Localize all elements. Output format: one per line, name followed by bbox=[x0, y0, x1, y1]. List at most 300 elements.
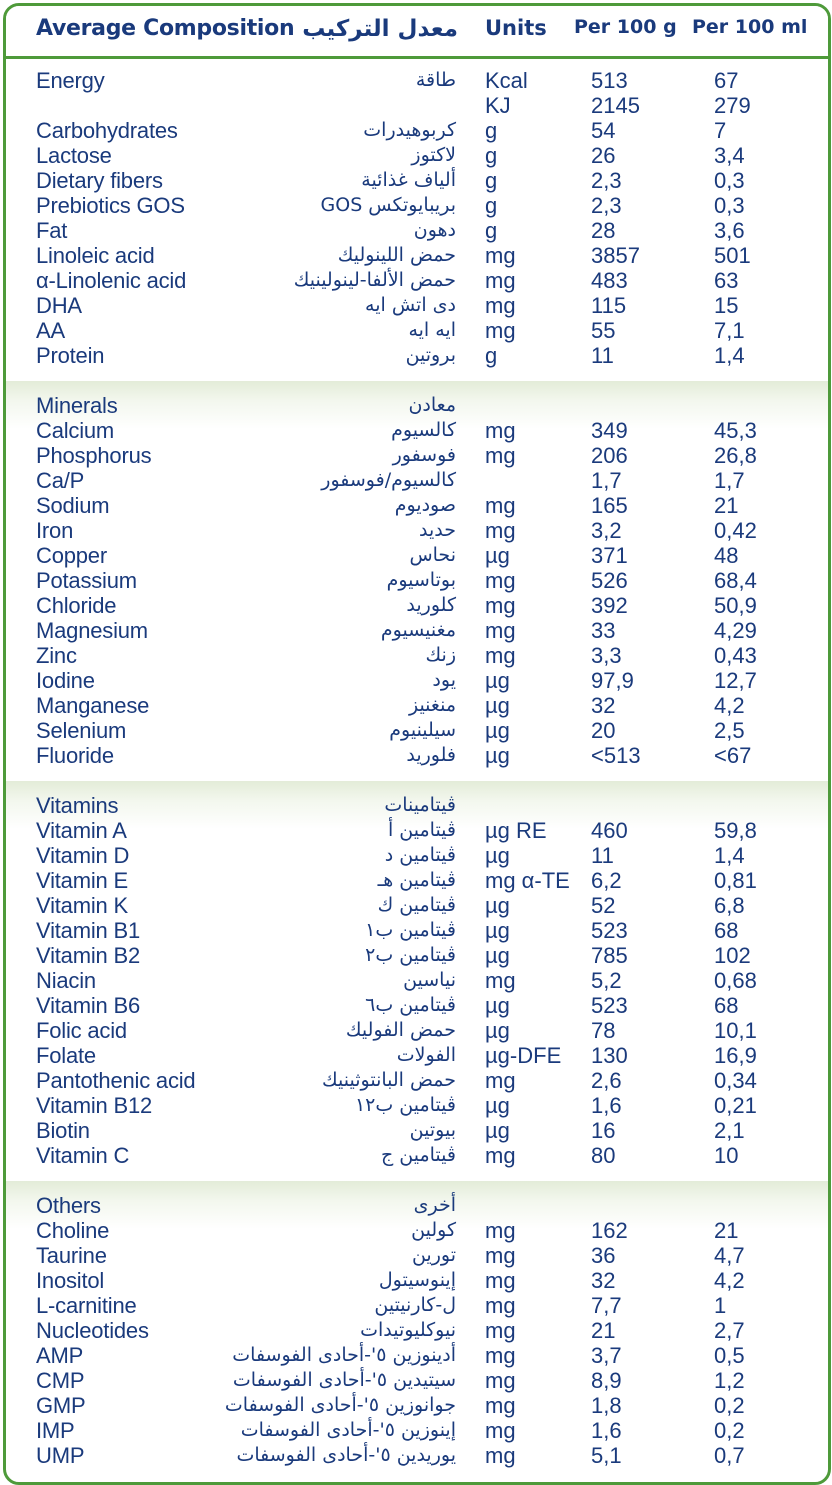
row-unit: mg bbox=[485, 643, 516, 668]
row-value-per-100ml: 63 bbox=[714, 268, 739, 293]
table-row bbox=[6, 818, 828, 843]
row-unit: µg bbox=[485, 543, 510, 568]
row-name-ar: أدينوزين ٥'-أحادى الفوسفات bbox=[232, 1344, 456, 1366]
row-name-en: Energy bbox=[36, 68, 105, 93]
table-row bbox=[6, 718, 828, 743]
row-unit: µg RE bbox=[485, 818, 547, 843]
row-value-per-100ml: 48 bbox=[714, 543, 739, 568]
row-name-ar: ڤيتامين هـ bbox=[377, 869, 456, 891]
table-row bbox=[6, 1343, 828, 1368]
row-name-ar: نياسين bbox=[403, 969, 456, 991]
table-row bbox=[6, 943, 828, 968]
header-title-en: Average Composition bbox=[36, 16, 295, 41]
row-value-per-100g: 3,3 bbox=[591, 643, 622, 668]
row-value-per-100ml: 2,7 bbox=[714, 1318, 745, 1343]
table-row bbox=[6, 993, 828, 1018]
row-name-en: Fat bbox=[36, 218, 68, 243]
table-row bbox=[6, 1418, 828, 1443]
row-name-en: Vitamin B1 bbox=[36, 918, 140, 943]
row-value-per-100g: 206 bbox=[591, 443, 628, 468]
row-name-en: Linoleic acid bbox=[36, 243, 155, 268]
row-value-per-100g: 33 bbox=[591, 618, 616, 643]
table-row bbox=[6, 643, 828, 668]
row-unit: mg α-TE bbox=[485, 868, 570, 893]
table-row bbox=[6, 668, 828, 693]
row-unit: mg bbox=[485, 968, 516, 993]
row-unit: g bbox=[485, 218, 498, 243]
row-unit: mg bbox=[485, 518, 516, 543]
row-name-ar: أخرى bbox=[413, 1194, 456, 1216]
table-row bbox=[6, 343, 828, 368]
table-row bbox=[6, 1443, 828, 1468]
row-unit: g bbox=[485, 343, 498, 368]
row-value-per-100g: 11 bbox=[591, 343, 614, 368]
row-value-per-100ml: 59,8 bbox=[714, 818, 757, 843]
table-row bbox=[6, 243, 828, 268]
row-value-per-100g: 36 bbox=[591, 1243, 616, 1268]
row-name-ar: بروتين bbox=[405, 344, 456, 366]
row-unit: g bbox=[485, 118, 498, 143]
table-row bbox=[6, 68, 828, 93]
row-name-en: Magnesium bbox=[36, 618, 148, 643]
row-unit: µg bbox=[485, 743, 510, 768]
table-row bbox=[6, 1093, 828, 1118]
row-value-per-100ml: 0,2 bbox=[714, 1418, 745, 1443]
row-value-per-100ml: 6,8 bbox=[714, 893, 745, 918]
row-unit: µg bbox=[485, 918, 510, 943]
row-value-per-100g: 5,2 bbox=[591, 968, 622, 993]
row-name-en: Vitamin K bbox=[36, 893, 128, 918]
row-unit: mg bbox=[485, 268, 516, 293]
row-name-en: Vitamin A bbox=[36, 818, 127, 843]
table-row bbox=[6, 318, 828, 343]
row-name-ar: كالسيوم/فوسفور bbox=[321, 469, 456, 491]
table-row bbox=[6, 543, 828, 568]
row-name-en: Niacin bbox=[36, 968, 96, 993]
row-value-per-100g: 3,7 bbox=[591, 1343, 622, 1368]
row-value-per-100g: 54 bbox=[591, 118, 616, 143]
row-unit: KJ bbox=[485, 93, 511, 118]
table-row bbox=[6, 193, 828, 218]
table-row bbox=[6, 443, 828, 468]
row-value-per-100ml: 4,2 bbox=[714, 693, 745, 718]
row-value-per-100g: 3857 bbox=[591, 243, 640, 268]
row-value-per-100ml: 0,5 bbox=[714, 1343, 745, 1368]
row-name-en: Protein bbox=[36, 343, 105, 368]
table-row bbox=[6, 293, 828, 318]
row-name-en: Manganese bbox=[36, 693, 150, 718]
row-name-en: Lactose bbox=[36, 143, 112, 168]
row-value-per-100g: 526 bbox=[591, 568, 628, 593]
row-value-per-100g: 523 bbox=[591, 993, 628, 1018]
row-value-per-100g: 21 bbox=[591, 1318, 616, 1343]
row-unit: µg bbox=[485, 893, 510, 918]
table-row bbox=[6, 1268, 828, 1293]
row-value-per-100g: 785 bbox=[591, 943, 628, 968]
table-row bbox=[6, 1368, 828, 1393]
row-name-ar: سيلينيوم bbox=[389, 719, 456, 741]
row-value-per-100ml: 0,21 bbox=[714, 1093, 757, 1118]
row-value-per-100g: <513 bbox=[591, 743, 641, 768]
table-row bbox=[6, 868, 828, 893]
row-name-ar: ڤيتامين ب١٢ bbox=[354, 1094, 456, 1116]
table-row bbox=[6, 393, 828, 418]
row-name-ar: ڤيتامين ك bbox=[377, 894, 456, 916]
row-value-per-100ml: 1 bbox=[714, 1293, 727, 1318]
row-value-per-100g: 460 bbox=[591, 818, 628, 843]
row-name-en: Pantothenic acid bbox=[36, 1068, 196, 1093]
row-name-en: Zinc bbox=[36, 643, 77, 668]
row-unit: mg bbox=[485, 1068, 516, 1093]
row-value-per-100g: 349 bbox=[591, 418, 628, 443]
row-value-per-100ml: 2,5 bbox=[714, 718, 745, 743]
row-name-en: Inositol bbox=[36, 1268, 105, 1293]
row-name-ar: بريبايوتكس GOS bbox=[320, 194, 456, 216]
row-name-ar: يوريدين ٥'-أحادى الفوسفات bbox=[236, 1444, 456, 1466]
row-name-ar: كالسيوم bbox=[391, 419, 456, 441]
table-row bbox=[6, 1118, 828, 1143]
row-value-per-100ml: 3,4 bbox=[714, 143, 745, 168]
row-name-en: Fluoride bbox=[36, 743, 114, 768]
row-value-per-100g: 2145 bbox=[591, 93, 640, 118]
row-unit: mg bbox=[485, 293, 516, 318]
row-value-per-100ml: 1,2 bbox=[714, 1368, 745, 1393]
row-name-ar: نيوكليوتيدات bbox=[360, 1319, 456, 1341]
row-name-en: Nucleotides bbox=[36, 1318, 149, 1343]
row-value-per-100ml: 0,3 bbox=[714, 168, 745, 193]
row-name-en: Vitamin B12 bbox=[36, 1093, 153, 1118]
row-name-ar: ڤيتامين ب١ bbox=[365, 919, 456, 941]
row-name-ar: حمض اللينوليك bbox=[337, 244, 456, 266]
row-value-per-100g: 1,6 bbox=[591, 1418, 622, 1443]
row-value-per-100ml: 1,4 bbox=[714, 343, 745, 368]
table-row bbox=[6, 1068, 828, 1093]
row-name-en: Copper bbox=[36, 543, 107, 568]
row-value-per-100g: 3,2 bbox=[591, 518, 622, 543]
row-unit: µg bbox=[485, 993, 510, 1018]
row-value-per-100g: 162 bbox=[591, 1218, 628, 1243]
row-value-per-100g: 8,9 bbox=[591, 1368, 622, 1393]
row-value-per-100ml: 279 bbox=[714, 93, 751, 118]
row-unit: µg bbox=[485, 843, 510, 868]
row-name-en: Carbohydrates bbox=[36, 118, 178, 143]
header-title-ar: معدل التركيب bbox=[302, 16, 458, 42]
row-unit: mg bbox=[485, 318, 516, 343]
row-name-en: Sodium bbox=[36, 493, 110, 518]
table-row bbox=[6, 1243, 828, 1268]
row-value-per-100ml: 3,6 bbox=[714, 218, 745, 243]
row-unit: g bbox=[485, 143, 498, 168]
row-value-per-100g: 20 bbox=[591, 718, 616, 743]
row-unit: mg bbox=[485, 618, 516, 643]
row-name-ar: حمض البانتوثينيك bbox=[322, 1069, 456, 1091]
header-per-100g: Per 100 g bbox=[574, 16, 677, 38]
row-unit: mg bbox=[485, 1218, 516, 1243]
row-name-ar: ڤيتامين ب٦ bbox=[365, 994, 456, 1016]
row-name-en: Biotin bbox=[36, 1118, 90, 1143]
table-row bbox=[6, 593, 828, 618]
row-value-per-100ml: 7,1 bbox=[714, 318, 745, 343]
table-section bbox=[6, 1181, 828, 1470]
row-name-en: Vitamins bbox=[36, 793, 119, 818]
row-name-ar: معادن bbox=[408, 394, 456, 416]
row-unit: mg bbox=[485, 1293, 516, 1318]
row-value-per-100ml: 21 bbox=[714, 493, 739, 518]
row-value-per-100g: 165 bbox=[591, 493, 628, 518]
table-row bbox=[6, 968, 828, 993]
row-name-ar: ڤيتامين أ bbox=[387, 819, 456, 841]
table-row bbox=[6, 418, 828, 443]
row-value-per-100ml: 12,7 bbox=[714, 668, 757, 693]
table-row bbox=[6, 618, 828, 643]
row-unit: mg bbox=[485, 1393, 516, 1418]
row-name-ar: تورين bbox=[411, 1244, 456, 1266]
row-value-per-100ml: 68 bbox=[714, 993, 739, 1018]
table-row bbox=[6, 268, 828, 293]
row-name-ar: منغنيز bbox=[408, 694, 456, 716]
row-value-per-100ml: 45,3 bbox=[714, 418, 757, 443]
row-value-per-100g: 97,9 bbox=[591, 668, 634, 693]
row-name-en: Vitamin B2 bbox=[36, 943, 140, 968]
table-row bbox=[6, 468, 828, 493]
row-name-ar: حديد bbox=[419, 519, 456, 541]
row-unit: mg bbox=[485, 568, 516, 593]
row-unit: mg bbox=[485, 1418, 516, 1443]
table-row bbox=[6, 743, 828, 768]
row-name-en: Vitamin B6 bbox=[36, 993, 140, 1018]
row-unit: mg bbox=[485, 243, 516, 268]
row-unit: mg bbox=[485, 1243, 516, 1268]
row-value-per-100ml: 1,7 bbox=[714, 468, 745, 493]
row-name-ar: كلوريد bbox=[406, 594, 456, 616]
row-name-ar: فوسفور bbox=[392, 444, 456, 466]
row-value-per-100g: 1,8 bbox=[591, 1393, 622, 1418]
row-name-en: Iron bbox=[36, 518, 74, 543]
row-name-en: Taurine bbox=[36, 1243, 107, 1268]
row-unit: µg bbox=[485, 693, 510, 718]
row-unit: mg bbox=[485, 418, 516, 443]
table-row bbox=[6, 693, 828, 718]
row-name-ar: بيوتين bbox=[409, 1119, 456, 1141]
row-value-per-100g: 6,2 bbox=[591, 868, 622, 893]
row-name-en: Chloride bbox=[36, 593, 117, 618]
row-value-per-100ml: 21 bbox=[714, 1218, 739, 1243]
row-name-en: AA bbox=[36, 318, 65, 343]
row-value-per-100ml: 26,8 bbox=[714, 443, 757, 468]
row-value-per-100ml: 1,4 bbox=[714, 843, 745, 868]
row-unit: Kcal bbox=[485, 68, 528, 93]
row-name-ar: فلوريد bbox=[406, 744, 456, 766]
table-row bbox=[6, 493, 828, 518]
row-name-ar: كربوهيدرات bbox=[363, 119, 456, 141]
row-name-ar: نحاس bbox=[409, 544, 456, 566]
row-name-ar: صوديوم bbox=[394, 494, 456, 516]
table-row bbox=[6, 168, 828, 193]
header-per-100ml: Per 100 ml bbox=[692, 16, 808, 38]
row-value-per-100ml: 68,4 bbox=[714, 568, 757, 593]
row-unit: µg bbox=[485, 718, 510, 743]
row-unit: g bbox=[485, 193, 498, 218]
row-name-en: DHA bbox=[36, 293, 82, 318]
row-name-ar: الفولات bbox=[396, 1044, 456, 1066]
row-value-per-100ml: 4,29 bbox=[714, 618, 757, 643]
row-value-per-100g: 483 bbox=[591, 268, 628, 293]
row-value-per-100ml: 0,7 bbox=[714, 1443, 745, 1468]
table-row bbox=[6, 1393, 828, 1418]
table-row bbox=[6, 1193, 828, 1218]
row-unit: µg bbox=[485, 1018, 510, 1043]
row-value-per-100ml: <67 bbox=[714, 743, 752, 768]
row-name-ar: ڤيتامين د bbox=[384, 844, 456, 866]
row-name-ar: إينوسيتول bbox=[378, 1269, 456, 1291]
row-name-ar: إينوزين ٥'-أحادى الفوسفات bbox=[240, 1419, 456, 1441]
row-value-per-100g: 1,6 bbox=[591, 1093, 622, 1118]
header-units: Units bbox=[485, 16, 547, 40]
row-value-per-100ml: 0,34 bbox=[714, 1068, 757, 1093]
row-value-per-100ml: 4,7 bbox=[714, 1243, 745, 1268]
row-value-per-100g: 5,1 bbox=[591, 1443, 622, 1468]
table-row bbox=[6, 1043, 828, 1068]
table-row bbox=[6, 143, 828, 168]
table-row bbox=[6, 918, 828, 943]
row-unit: mg bbox=[485, 593, 516, 618]
row-name-ar: ڤيتامين ب٢ bbox=[365, 944, 456, 966]
row-name-en: Vitamin E bbox=[36, 868, 128, 893]
table-row bbox=[6, 93, 828, 118]
row-name-ar: ڤيتامين ج bbox=[380, 1144, 456, 1166]
row-name-en: Selenium bbox=[36, 718, 127, 743]
table-row bbox=[6, 843, 828, 868]
row-name-ar: ل-كارنيتين bbox=[374, 1294, 456, 1316]
row-value-per-100ml: 0,3 bbox=[714, 193, 745, 218]
row-value-per-100ml: 2,1 bbox=[714, 1118, 745, 1143]
row-name-ar: ألياف غذائية bbox=[361, 169, 456, 191]
row-unit: mg bbox=[485, 493, 516, 518]
row-value-per-100g: 115 bbox=[591, 293, 627, 318]
row-value-per-100ml: 0,42 bbox=[714, 518, 757, 543]
row-unit: mg bbox=[485, 1143, 516, 1168]
row-name-ar: دهون bbox=[413, 219, 456, 241]
row-unit: mg bbox=[485, 443, 516, 468]
table-section bbox=[6, 381, 828, 781]
row-name-en: Minerals bbox=[36, 393, 118, 418]
row-name-en: Potassium bbox=[36, 568, 137, 593]
row-name-en: Dietary fibers bbox=[36, 168, 163, 193]
row-name-en: AMP bbox=[36, 1343, 84, 1368]
row-name-ar: يود bbox=[432, 669, 456, 691]
table-section bbox=[6, 781, 828, 1181]
row-value-per-100ml: 0,2 bbox=[714, 1393, 745, 1418]
row-unit: mg bbox=[485, 1343, 516, 1368]
row-value-per-100g: 55 bbox=[591, 318, 616, 343]
row-value-per-100ml: 0,68 bbox=[714, 968, 757, 993]
row-name-en: Vitamin D bbox=[36, 843, 130, 868]
table-row bbox=[6, 793, 828, 818]
row-name-en: UMP bbox=[36, 1443, 85, 1468]
table-row bbox=[6, 1143, 828, 1168]
row-unit: µg bbox=[485, 668, 510, 693]
row-value-per-100g: 78 bbox=[591, 1018, 616, 1043]
row-value-per-100ml: 0,43 bbox=[714, 643, 757, 668]
row-name-en: Choline bbox=[36, 1218, 110, 1243]
row-value-per-100g: 80 bbox=[591, 1143, 616, 1168]
row-name-en: α-Linolenic acid bbox=[36, 268, 187, 293]
row-name-en: Calcium bbox=[36, 418, 115, 443]
table-row bbox=[6, 568, 828, 593]
row-value-per-100g: 7,7 bbox=[591, 1293, 622, 1318]
row-name-ar: حمض الفوليك bbox=[345, 1019, 456, 1041]
row-name-ar: حمض الألفا-لينولينيك bbox=[293, 269, 456, 291]
row-name-en: Prebiotics GOS bbox=[36, 193, 185, 218]
row-value-per-100ml: 102 bbox=[714, 943, 751, 968]
table-row bbox=[6, 1218, 828, 1243]
row-unit: mg bbox=[485, 1268, 516, 1293]
row-name-ar: زنك bbox=[425, 644, 456, 666]
row-value-per-100ml: 50,9 bbox=[714, 593, 757, 618]
row-value-per-100g: 32 bbox=[591, 693, 616, 718]
row-name-ar: ايه ايه bbox=[408, 319, 456, 341]
row-name-en: IMP bbox=[36, 1418, 75, 1443]
row-value-per-100g: 513 bbox=[591, 68, 628, 93]
row-value-per-100g: 371 bbox=[591, 543, 628, 568]
row-name-en: Ca/P bbox=[36, 468, 85, 493]
row-name-en: Vitamin C bbox=[36, 1143, 130, 1168]
row-name-en: Folic acid bbox=[36, 1018, 127, 1043]
row-unit: g bbox=[485, 168, 498, 193]
row-name-ar: جوانوزين ٥'-أحادى الفوسفات bbox=[224, 1394, 456, 1416]
row-value-per-100g: 26 bbox=[591, 143, 616, 168]
row-value-per-100g: 52 bbox=[591, 893, 616, 918]
row-name-ar: بوتاسيوم bbox=[386, 569, 456, 591]
row-value-per-100ml: 4,2 bbox=[714, 1268, 745, 1293]
row-unit: mg bbox=[485, 1318, 516, 1343]
row-name-ar: لاكتوز bbox=[411, 144, 456, 166]
row-name-en: Phosphorus bbox=[36, 443, 152, 468]
row-name-ar: طاقة bbox=[415, 69, 456, 91]
row-name-ar: سيتيدين ٥'-أحادى الفوسفات bbox=[232, 1369, 456, 1391]
row-name-en: Iodine bbox=[36, 668, 95, 693]
row-value-per-100ml: 68 bbox=[714, 918, 739, 943]
row-name-ar: مغنيسيوم bbox=[380, 619, 456, 641]
row-value-per-100g: 130 bbox=[591, 1043, 628, 1068]
table-row bbox=[6, 518, 828, 543]
table-row bbox=[6, 1318, 828, 1343]
row-value-per-100g: 2,6 bbox=[591, 1068, 622, 1093]
row-unit: µg-DFE bbox=[485, 1043, 562, 1068]
row-value-per-100ml: 501 bbox=[714, 243, 751, 268]
table-section bbox=[6, 56, 828, 381]
row-unit: µg bbox=[485, 943, 510, 968]
row-value-per-100g: 392 bbox=[591, 593, 628, 618]
row-value-per-100g: 2,3 bbox=[591, 193, 622, 218]
row-unit: µg bbox=[485, 1118, 510, 1143]
row-value-per-100g: 2,3 bbox=[591, 168, 622, 193]
row-name-ar: دى اتش ايه bbox=[365, 294, 456, 316]
row-value-per-100g: 1,7 bbox=[591, 468, 622, 493]
row-value-per-100g: 523 bbox=[591, 918, 628, 943]
table-row bbox=[6, 893, 828, 918]
row-name-en: Folate bbox=[36, 1043, 96, 1068]
table-row bbox=[6, 218, 828, 243]
table-header bbox=[6, 6, 828, 59]
row-unit: mg bbox=[485, 1368, 516, 1393]
row-unit: µg bbox=[485, 1093, 510, 1118]
row-name-en: Others bbox=[36, 1193, 101, 1218]
row-name-ar: ڤيتامينات bbox=[384, 794, 456, 816]
row-value-per-100g: 28 bbox=[591, 218, 616, 243]
row-name-en: CMP bbox=[36, 1368, 85, 1393]
table-row bbox=[6, 1018, 828, 1043]
